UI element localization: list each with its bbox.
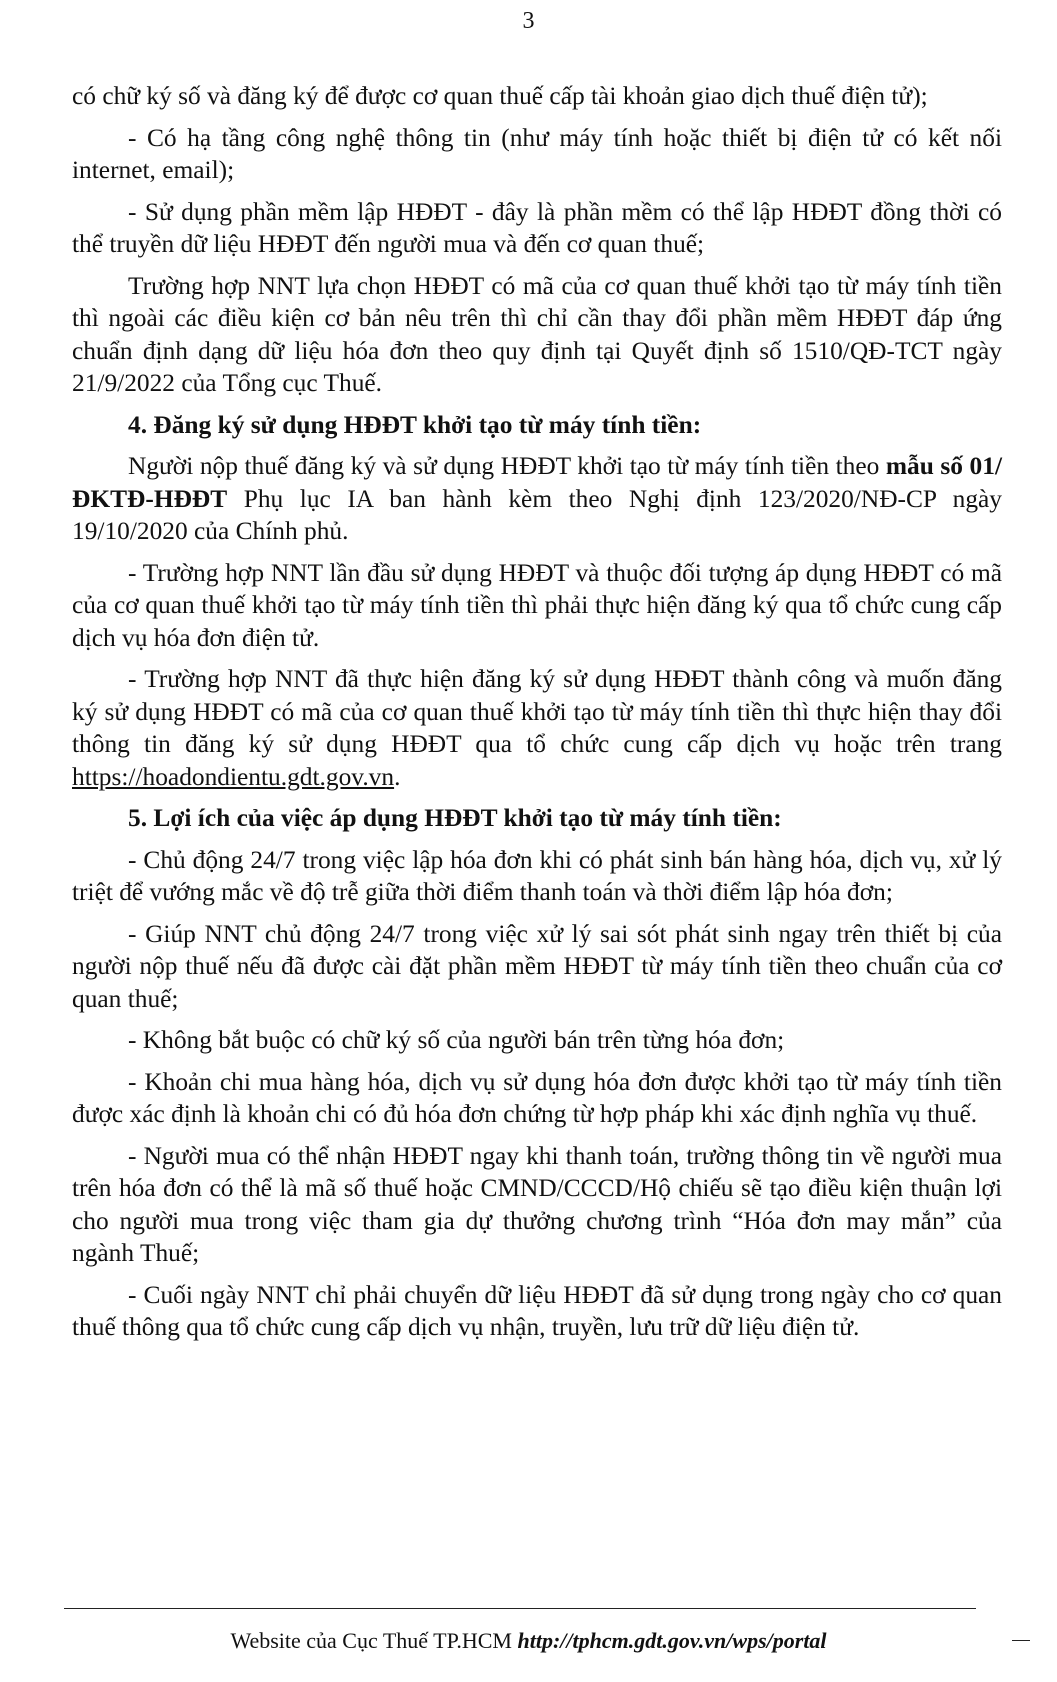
paragraph-case-cash-register: Trường hợp NNT lựa chọn HĐĐT có mã của cơ quan thuế khởi tạo từ máy tính tiền thì ngoài các điều kiện cơ bản nêu trên thì chỉ cần thay đổi phần mềm HĐĐT đáp ứng chuẩn định dạng dữ liệu hóa đơn theo quy định tại Quyết định số 1510/QĐ-TCT ngày 21/9/2022 của Tổng cục Thuế. [72,271,1002,397]
section-heading-4: 4. Đăng ký sử dụng HĐĐT khởi tạo từ máy tính tiền: [128,410,702,439]
page-number: 3 [522,8,535,34]
change-registration-text: - Trường hợp NNT đã thực hiện đăng ký sử dụng HĐĐT thành công và muốn đăng ký sử dụng HĐĐT có mã của cơ quan thuế khởi tạo từ máy tính tiền thì thực hiện thay đổi thông tin đăng ký sử dụng HĐĐT qua tổ chức cung cấp dịch vụ hoặc trên trang [72,665,1002,758]
footer [0,1628,1057,1654]
registration-text-start: Người nộp thuế đăng ký và sử dụng HĐĐT khởi tạo từ máy tính tiền theo [128,452,886,480]
paragraph-change-registration [72,663,1002,793]
footer-divider [64,1608,976,1609]
paragraph-benefit-buyer: - Người mua có thể nhận HĐĐT ngay khi thanh toán, trường thông tin về người mua trên hóa đơn có thể là mã số thuế hoặc CMND/CCCD/Hộ chiếu sẽ tạo điều kiện thuận lợi cho người mua trong việc tham gia dự thưởng chương trình “Hóa đơn may mắn” của ngành Thuế; [72,1141,1002,1267]
paragraph-benefit-24-7: - Chủ động 24/7 trong việc lập hóa đơn khi có phát sinh bán hàng hóa, dịch vụ, xử lý triệt để vướng mắc về độ trễ giữa thời điểm thanh toán và thời điểm lập hóa đơn; [72,845,1002,906]
paragraph-registration-form [72,450,1002,548]
paragraph-benefit-no-signature: - Không bắt buộc có chữ ký số của người bán trên từng hóa đơn; [128,1026,785,1054]
document-body [72,80,1002,1353]
footer-website-link[interactable]: http://tphcm.gdt.gov.vn/wps/portal [517,1628,827,1653]
paragraph-benefit-expense: - Khoản chi mua hàng hóa, dịch vụ sử dụng hóa đơn được khởi tạo từ máy tính tiền được xác định là khoản chi có đủ hóa đơn chứng từ hợp pháp khi xác định nghĩa vụ thuế. [72,1067,1002,1128]
footer-label: Website của Cục Thuế TP.HCM [230,1628,518,1653]
registration-text-end: Phụ lục IA ban hành kèm theo Nghị định 123/2020/NĐ-CP ngày 19/10/2020 của Chính phủ. [72,484,1002,545]
paragraph-continued: có chữ ký số và đăng ký để được cơ quan thuế cấp tài khoản giao dịch thuế điện tử); [72,82,928,110]
form-number: mẫu số 01/ĐKTĐ-HĐĐT [72,452,1002,513]
einvoice-portal-link[interactable]: https://hoadondientu.gdt.gov.vn [72,762,395,791]
paragraph-first-time-registration: - Trường hợp NNT lần đầu sử dụng HĐĐT và thuộc đối tượng áp dụng HĐĐT có mã của cơ quan thuế khởi tạo từ máy tính tiền thì phải thực hiện đăng ký qua tổ chức cung cấp dịch vụ hóa đơn điện tử. [72,558,1002,652]
paragraph-it-infrastructure: - Có hạ tầng công nghệ thông tin (như máy tính hoặc thiết bị điện tử có kết nối internet, email); [72,123,1002,184]
paragraph-software: - Sử dụng phần mềm lập HĐĐT - đây là phần mềm có thể lập HĐĐT đồng thời có thể truyền dữ liệu HĐĐT đến người mua và đến cơ quan thuế; [72,197,1002,258]
paragraph-benefit-error-handling: - Giúp NNT chủ động 24/7 trong việc xử lý sai sót phát sinh ngay trên thiết bị của người nộp thuế nếu đã được cài đặt phần mềm HĐĐT từ máy tính tiền theo chuẩn của cơ quan thuế; [72,919,1002,1013]
footer-dash [1012,1640,1030,1641]
paragraph-benefit-daily-transfer: - Cuối ngày NNT chỉ phải chuyển dữ liệu HĐĐT đã sử dụng trong ngày cho cơ quan thuế thông qua tổ chức cung cấp dịch vụ nhận, truyền, lưu trữ dữ liệu điện tử. [72,1280,1002,1341]
section-heading-5: 5. Lợi ích của việc áp dụng HĐĐT khởi tạo từ máy tính tiền: [128,804,782,832]
change-registration-end: . [394,762,401,791]
